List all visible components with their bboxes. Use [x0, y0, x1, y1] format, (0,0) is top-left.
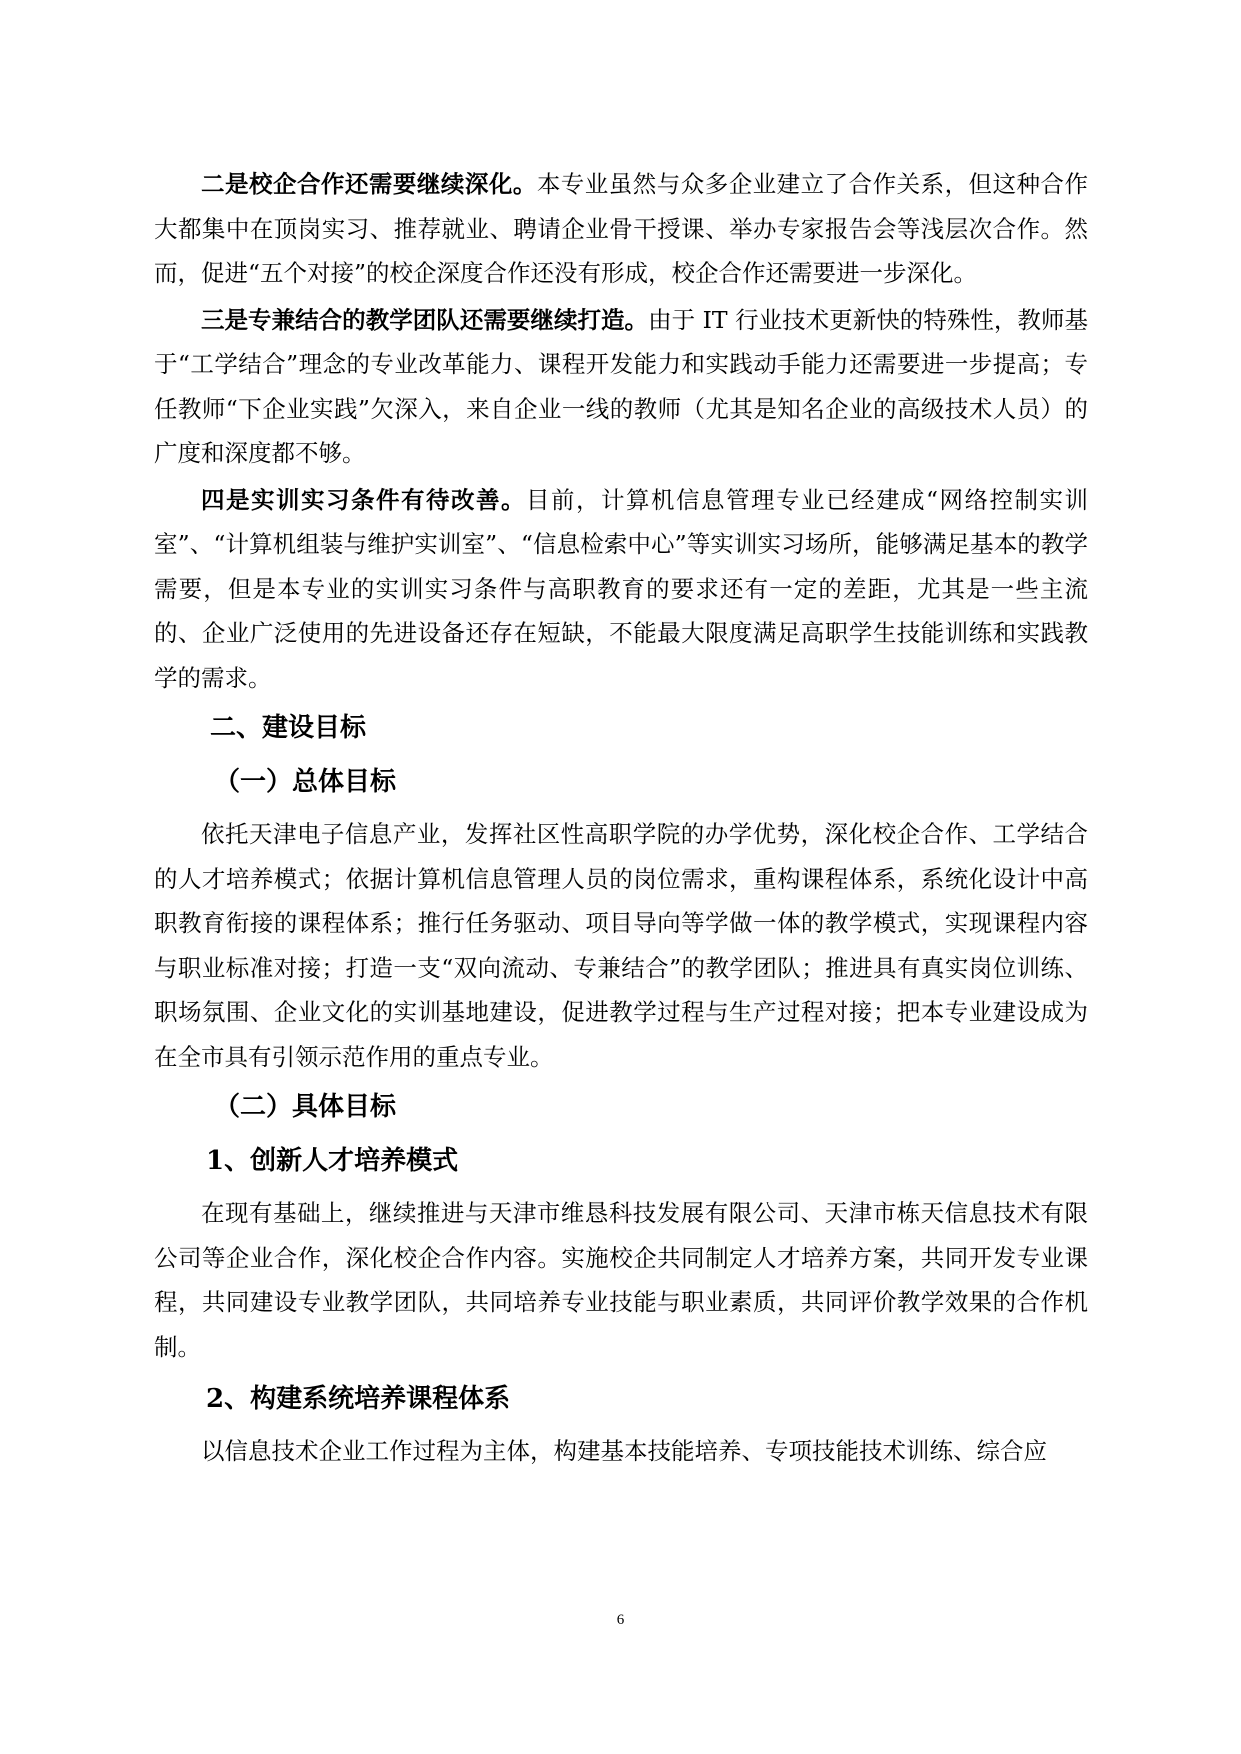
paragraph-lead: 三是专兼结合的教学团队还需要继续打造。 — [201, 305, 649, 334]
paragraph-text: 本专业虽然与众多企业建立了合作关系，但这种合作大都集中在顶岗实习、推荐就业、聘请企业骨干授课、举办专家报告会等浅层次合作。然而，促进“五个对接”的校企深度合作还没有形成，校企合作还需要进一步深化。 — [154, 170, 1089, 287]
paragraph-text: 目前，计算机信息管理专业已经建成“网络控制实训室”、“计算机组装与维护实训室”、“信息检索中心”等实训实习场所，能够满足基本的教学需要，但是本专业的实训实习条件与高职教育的要求还有一定的差距，尤其是一些主流的、企业广泛使用的先进设备还存在短缺，不能最大限度满足高职学生技能训练和实践教学的需求。 — [154, 485, 1089, 692]
paragraph-lead: 四是实训实习条件有待改善。 — [201, 485, 526, 514]
subsection-heading-overall: （一）总体目标 — [214, 767, 397, 797]
paragraph-lead: 二是校企合作还需要继续深化。 — [201, 170, 537, 198]
paragraph-text: 由于 IT 行业技术更新快的特殊性，教师基于“工学结合”理念的专业改革能力、课程开发能力和实践动手能力还需要进一步提高；专任教师“下企业实践”欠深入，来自企业一线的教师（尤其是知名企业的高级技术人员）的广度和深度都不够。 — [154, 305, 1088, 467]
subsection-heading-specific: （二）具体目标 — [214, 1092, 397, 1122]
page-number: 6 — [616, 1612, 625, 1628]
paragraph-teaching-team — [154, 298, 1088, 476]
section-heading-goals: 二、建设目标 — [210, 713, 367, 743]
item-heading-curriculum: 2、构建系统培养课程体系 — [206, 1384, 511, 1414]
paragraph-overall-goal: 依托天津电子信息产业，发挥社区性高职学院的办学优势，深化校企合作、工学结合的人才培养模式；依据计算机信息管理人员的岗位需求，重构课程体系，系统化设计中高职教育衔接的课程体系；推行任务驱动、项目导向等学做一体的教学模式，实现课程内容与职业标准对接；打造一支“双向流动、专兼结合”的教学团队；推进具有真实岗位训练、职场氛围、企业文化的实训基地建设，促进教学过程与生产过程对接；把本专业建设成为在全市具有引领示范作用的重点专业。 — [154, 820, 1088, 1071]
paragraph-talent-model: 在现有基础上，继续推进与天津市维恳科技发展有限公司、天津市栋天信息技术有限公司等企业合作，深化校企合作内容。实施校企共同制定人才培养方案，共同开发专业课程，共同建设专业教学团队，共同培养专业技能与职业素质，共同评价教学效果的合作机制。 — [154, 1199, 1088, 1361]
paragraph-curriculum: 以信息技术企业工作过程为主体，构建基本技能培养、专项技能技术训练、综合应 — [201, 1437, 1047, 1465]
paragraph-cooperation — [154, 162, 1088, 296]
page-body — [154, 162, 1088, 1476]
item-heading-talent-model: 1、创新人才培养模式 — [206, 1146, 459, 1176]
paragraph-training-conditions — [154, 478, 1088, 701]
